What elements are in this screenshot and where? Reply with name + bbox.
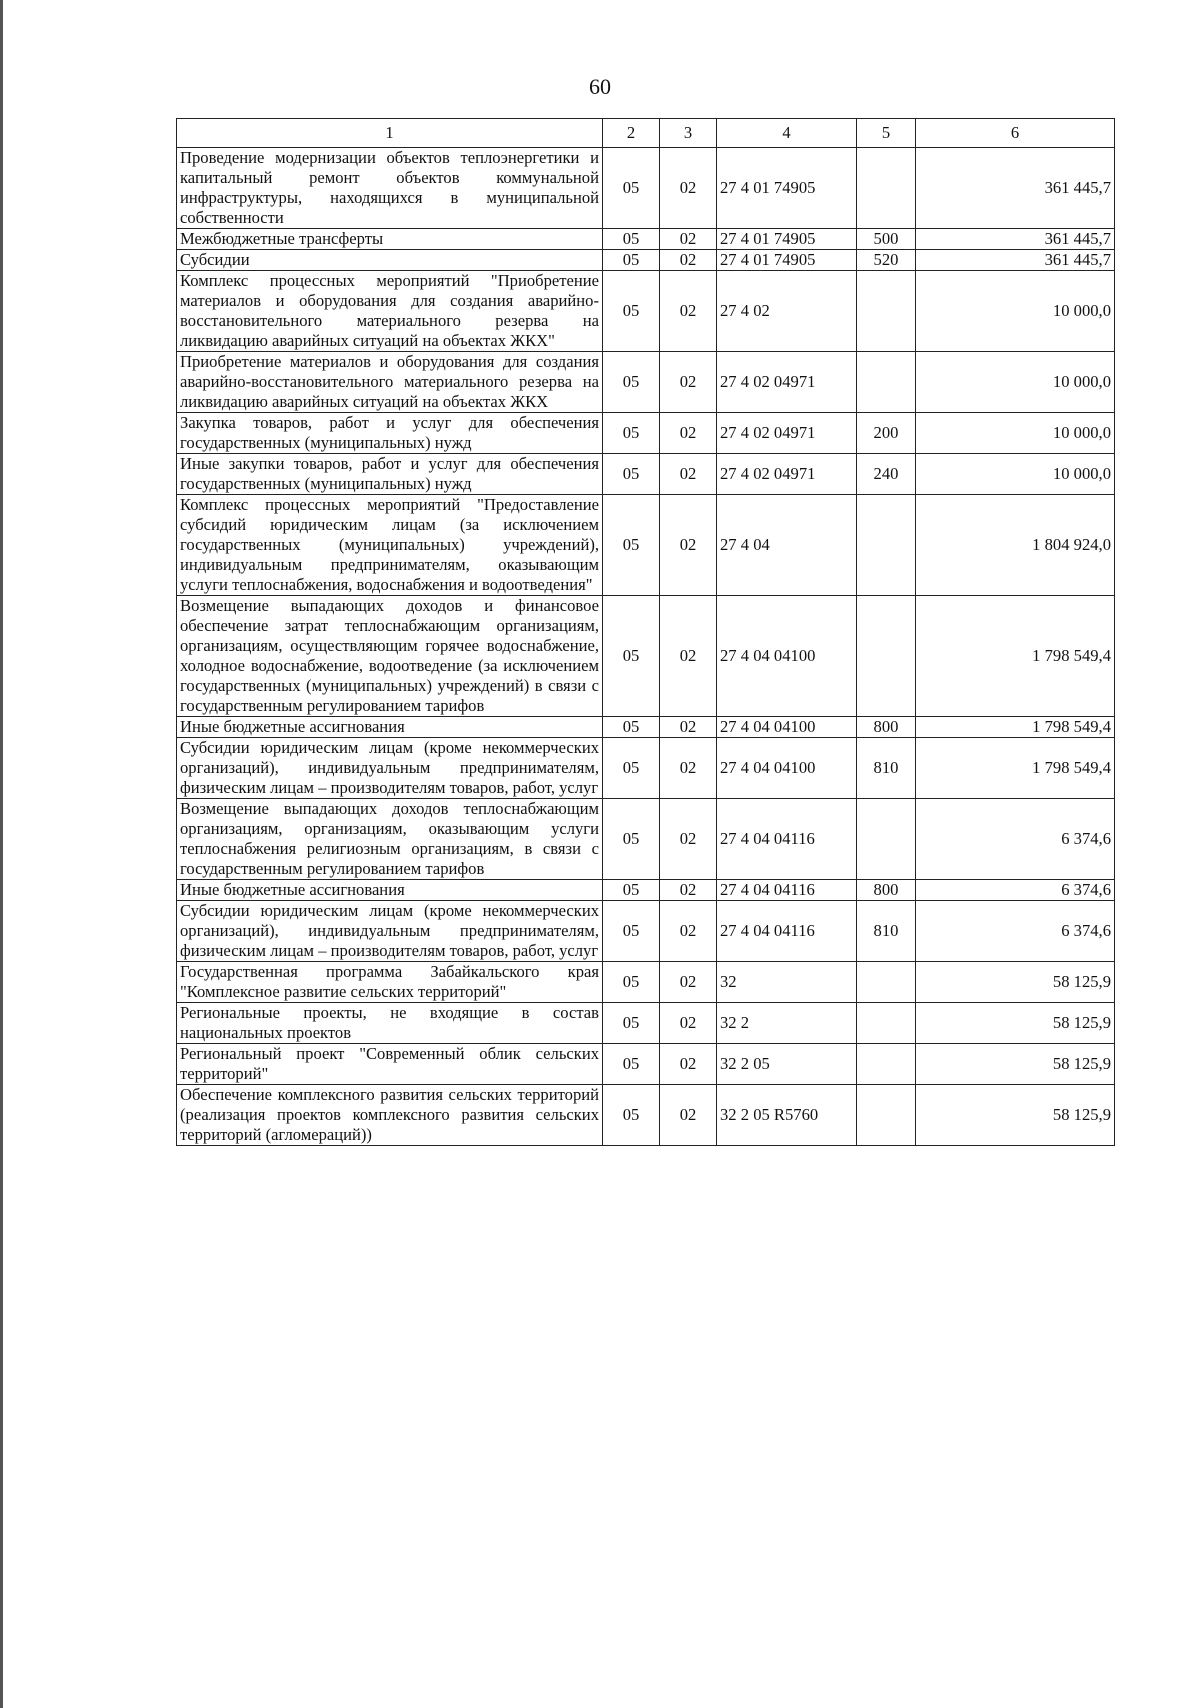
row-amount: 6 374,6: [916, 880, 1115, 901]
row-target-code: 27 4 01 74905: [717, 250, 857, 271]
header-col-1: 1: [177, 119, 603, 148]
row-target-code: 27 4 01 74905: [717, 229, 857, 250]
row-target-code: 27 4 04 04100: [717, 717, 857, 738]
row-section: 05: [603, 717, 660, 738]
row-target-code: 27 4 02 04971: [717, 352, 857, 413]
row-name: Иные бюджетные ассигнования: [177, 717, 603, 738]
row-name: Комплекс процессных мероприятий "Предоставление субсидий юридическим лицам (за исключением государственных (муниципальных) учреждений), индивидуальным предпринимателям, оказывающим услуги теплоснабжения, водоснабжения и водоотведения": [177, 495, 603, 596]
row-expense-type: 240: [857, 454, 916, 495]
row-amount: 361 445,7: [916, 250, 1115, 271]
row-name: Субсидии юридическим лицам (кроме некоммерческих организаций), индивидуальным предпринимателям, физическим лицам – производителям товаров, работ, услуг: [177, 738, 603, 799]
row-subsection: 02: [660, 962, 717, 1003]
table-row: [177, 454, 1115, 495]
row-name: Иные закупки товаров, работ и услуг для обеспечения государственных (муниципальных) нужд: [177, 454, 603, 495]
row-amount: 58 125,9: [916, 1044, 1115, 1085]
row-name: Проведение модернизации объектов теплоэнергетики и капитальный ремонт объектов коммунальной инфраструктуры, находящихся в муниципальной собственности: [177, 148, 603, 229]
row-subsection: 02: [660, 495, 717, 596]
row-subsection: 02: [660, 413, 717, 454]
row-section: 05: [603, 229, 660, 250]
row-expense-type: [857, 1044, 916, 1085]
table-row: [177, 596, 1115, 717]
table-row: [177, 1003, 1115, 1044]
table-row: [177, 250, 1115, 271]
row-section: 05: [603, 880, 660, 901]
row-expense-type: 500: [857, 229, 916, 250]
row-expense-type: 520: [857, 250, 916, 271]
row-name: Возмещение выпадающих доходов теплоснабжающим организациям, организациям, оказывающим услуги теплоснабжения религиозным организациям, в связи с государственным регулированием тарифов: [177, 799, 603, 880]
row-target-code: 27 4 02 04971: [717, 454, 857, 495]
row-subsection: 02: [660, 352, 717, 413]
header-col-6: 6: [916, 119, 1115, 148]
page-left-edge: [0, 0, 3, 1708]
table-row: [177, 880, 1115, 901]
row-amount: 6 374,6: [916, 799, 1115, 880]
row-target-code: 32 2 05 R5760: [717, 1085, 857, 1146]
row-target-code: 27 4 01 74905: [717, 148, 857, 229]
row-expense-type: 800: [857, 880, 916, 901]
row-subsection: 02: [660, 1044, 717, 1085]
row-section: 05: [603, 1003, 660, 1044]
row-subsection: 02: [660, 250, 717, 271]
row-subsection: 02: [660, 738, 717, 799]
row-section: 05: [603, 901, 660, 962]
row-section: 05: [603, 738, 660, 799]
row-section: 05: [603, 495, 660, 596]
table-row: [177, 901, 1115, 962]
row-section: 05: [603, 596, 660, 717]
table-row: [177, 271, 1115, 352]
row-amount: 10 000,0: [916, 413, 1115, 454]
row-target-code: 27 4 04 04116: [717, 901, 857, 962]
table-row: [177, 962, 1115, 1003]
row-section: 05: [603, 799, 660, 880]
page-number: 60: [589, 74, 611, 99]
row-amount: 10 000,0: [916, 454, 1115, 495]
row-expense-type: [857, 1085, 916, 1146]
row-amount: 1 804 924,0: [916, 495, 1115, 596]
row-name: Региональный проект "Современный облик сельских территорий": [177, 1044, 603, 1085]
row-name: Возмещение выпадающих доходов и финансовое обеспечение затрат теплоснабжающим организациям, организациям, осуществляющим горячее водоснабжение, холодное водоснабжение, водоотведение (за исключением государственных (муниципальных) учреждений) в связи с государственным регулированием тарифов: [177, 596, 603, 717]
row-amount: 58 125,9: [916, 1003, 1115, 1044]
row-section: 05: [603, 271, 660, 352]
budget-table: [176, 118, 1115, 1146]
row-section: 05: [603, 1044, 660, 1085]
row-expense-type: [857, 1003, 916, 1044]
table-row: [177, 1044, 1115, 1085]
row-expense-type: 800: [857, 717, 916, 738]
row-target-code: 27 4 04: [717, 495, 857, 596]
row-target-code: 27 4 02: [717, 271, 857, 352]
row-name: Субсидии: [177, 250, 603, 271]
row-name: Межбюджетные трансферты: [177, 229, 603, 250]
row-amount: 58 125,9: [916, 962, 1115, 1003]
row-amount: 1 798 549,4: [916, 596, 1115, 717]
row-section: 05: [603, 1085, 660, 1146]
header-col-2: 2: [603, 119, 660, 148]
row-expense-type: [857, 352, 916, 413]
row-name: Государственная программа Забайкальского края "Комплексное развитие сельских территорий": [177, 962, 603, 1003]
row-section: 05: [603, 250, 660, 271]
row-subsection: 02: [660, 148, 717, 229]
row-expense-type: [857, 495, 916, 596]
row-name: Региональные проекты, не входящие в состав национальных проектов: [177, 1003, 603, 1044]
table-row: [177, 495, 1115, 596]
row-expense-type: [857, 596, 916, 717]
row-subsection: 02: [660, 1085, 717, 1146]
row-subsection: 02: [660, 1003, 717, 1044]
table-row: [177, 148, 1115, 229]
row-expense-type: 200: [857, 413, 916, 454]
row-section: 05: [603, 454, 660, 495]
row-section: 05: [603, 352, 660, 413]
row-expense-type: [857, 962, 916, 1003]
table-row: [177, 229, 1115, 250]
row-amount: 1 798 549,4: [916, 738, 1115, 799]
row-amount: 6 374,6: [916, 901, 1115, 962]
table-row: [177, 413, 1115, 454]
header-col-3: 3: [660, 119, 717, 148]
row-subsection: 02: [660, 271, 717, 352]
row-name: Закупка товаров, работ и услуг для обеспечения государственных (муниципальных) нужд: [177, 413, 603, 454]
row-amount: 58 125,9: [916, 1085, 1115, 1146]
row-subsection: 02: [660, 901, 717, 962]
row-section: 05: [603, 962, 660, 1003]
row-expense-type: [857, 271, 916, 352]
row-target-code: 32 2 05: [717, 1044, 857, 1085]
table-row: [177, 1085, 1115, 1146]
table-row: [177, 799, 1115, 880]
row-target-code: 27 4 04 04100: [717, 596, 857, 717]
row-amount: 10 000,0: [916, 271, 1115, 352]
row-section: 05: [603, 413, 660, 454]
row-name: Субсидии юридическим лицам (кроме некоммерческих организаций), индивидуальным предпринимателям, физическим лицам – производителям товаров, работ, услуг: [177, 901, 603, 962]
row-subsection: 02: [660, 454, 717, 495]
row-section: 05: [603, 148, 660, 229]
row-amount: 10 000,0: [916, 352, 1115, 413]
row-subsection: 02: [660, 880, 717, 901]
row-expense-type: [857, 148, 916, 229]
table-row: [177, 352, 1115, 413]
row-subsection: 02: [660, 229, 717, 250]
row-amount: 361 445,7: [916, 148, 1115, 229]
row-expense-type: 810: [857, 738, 916, 799]
row-target-code: 32 2: [717, 1003, 857, 1044]
row-target-code: 27 4 02 04971: [717, 413, 857, 454]
row-target-code: 32: [717, 962, 857, 1003]
row-subsection: 02: [660, 799, 717, 880]
row-target-code: 27 4 04 04116: [717, 880, 857, 901]
row-amount: 1 798 549,4: [916, 717, 1115, 738]
row-name: Приобретение материалов и оборудования для создания аварийно-восстановительного материального резерва на ликвидацию аварийных ситуаций на объектах ЖКХ: [177, 352, 603, 413]
row-expense-type: 810: [857, 901, 916, 962]
table-row: [177, 738, 1115, 799]
row-target-code: 27 4 04 04116: [717, 799, 857, 880]
row-subsection: 02: [660, 717, 717, 738]
row-expense-type: [857, 799, 916, 880]
row-subsection: 02: [660, 596, 717, 717]
header-row: [177, 119, 1115, 148]
row-name: Обеспечение комплексного развития сельских территорий (реализация проектов комплексного развития сельских территорий (агломераций)): [177, 1085, 603, 1146]
header-col-5: 5: [857, 119, 916, 148]
row-amount: 361 445,7: [916, 229, 1115, 250]
header-col-4: 4: [717, 119, 857, 148]
table-row: [177, 717, 1115, 738]
row-name: Иные бюджетные ассигнования: [177, 880, 603, 901]
row-name: Комплекс процессных мероприятий "Приобретение материалов и оборудования для создания аварийно-восстановительного материального резерва на ликвидацию аварийных ситуаций на объектах ЖКХ": [177, 271, 603, 352]
row-target-code: 27 4 04 04100: [717, 738, 857, 799]
